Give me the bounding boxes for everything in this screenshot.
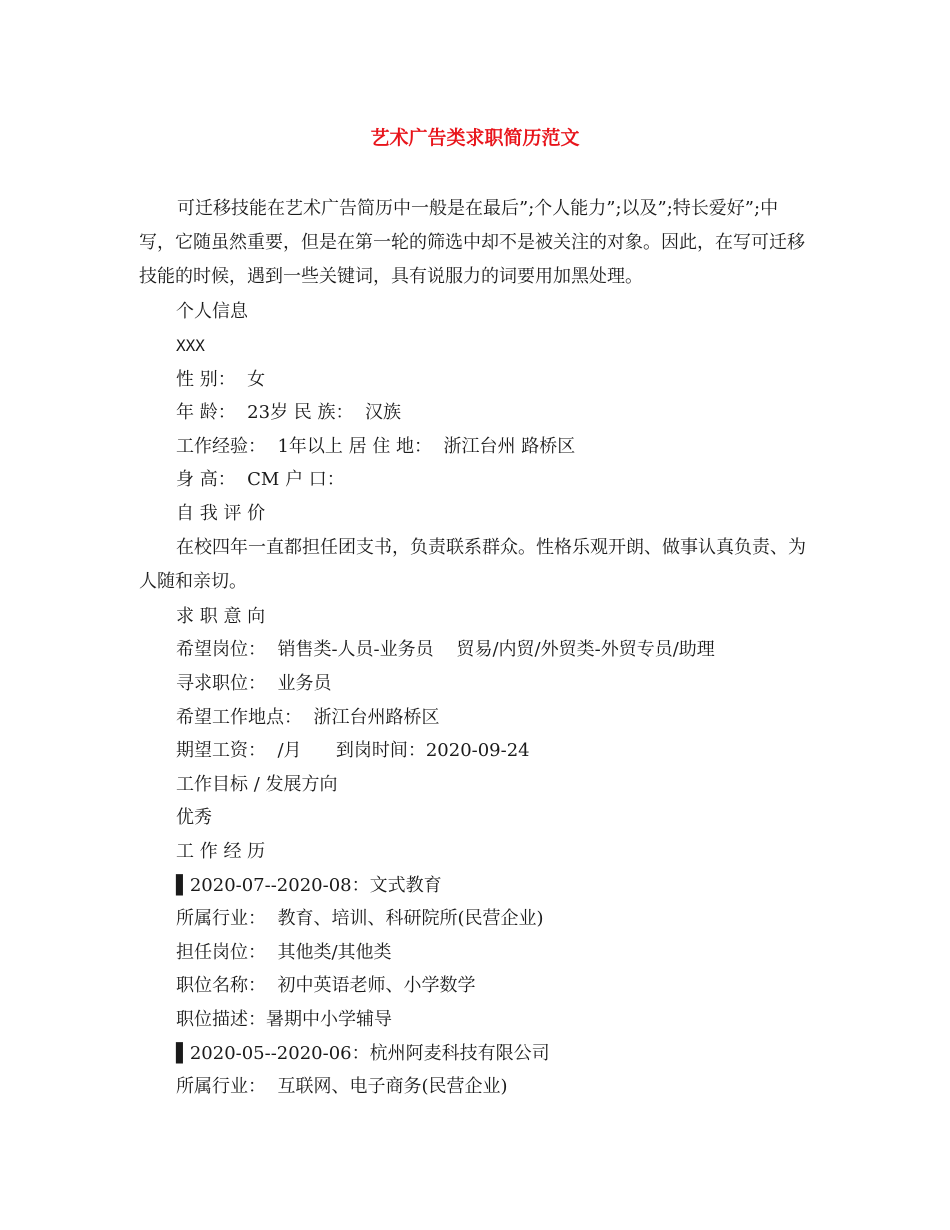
- seeking-position-field: 寻求职位： 业务员: [176, 673, 332, 694]
- desired-location-field: 希望工作地点： 浙江台州路桥区: [176, 707, 440, 728]
- self-eval-heading: 自 我 评 价: [176, 503, 266, 524]
- job1-description: 职位描述：暑期中小学辅导: [176, 1009, 392, 1030]
- goal-text: 优秀: [176, 807, 212, 828]
- job2-industry: 所属行业： 互联网、电子商务(民营企业): [176, 1076, 508, 1097]
- experience-residence-field: 工作经验： 1年以上 居 住 地： 浙江台州 路桥区: [176, 436, 576, 457]
- job1-industry: 所属行业： 教育、培训、科研院所(民营企业): [176, 908, 544, 929]
- desired-positions-field: 希望岗位： 销售类-人员-业务员 贸易/内贸/外贸类-外贸专员/助理: [176, 639, 715, 660]
- gender-field: 性 别： 女: [176, 369, 266, 390]
- height-hukou-field: 身 高： CM 户 口：: [176, 469, 345, 490]
- goal-heading: 工作目标 / 发展方向: [176, 774, 338, 795]
- age-ethnicity-field: 年 龄： 23岁 民 族： 汉族: [176, 402, 401, 423]
- document-title: 艺术广告类求职简历范文: [370, 127, 580, 149]
- personal-info-heading: 个人信息: [176, 301, 248, 322]
- job1-post: 担任岗位： 其他类/其他类: [176, 942, 392, 963]
- intention-heading: 求 职 意 向: [176, 606, 266, 627]
- job1-header: ▌2020-07--2020-08：文式教育: [176, 875, 442, 896]
- salary-start-field: 期望工资： /月 到岗时间：2020-09-24: [176, 740, 530, 761]
- name-field: XXX: [176, 336, 205, 355]
- intro-paragraph: 可迁移技能在艺术广告简历中一般是在最后”;个人能力”;以及”;特长爱好”;中写，它随虽然重要，但是在第一轮的筛选中却不是被关注的对象。因此，在写可迁移技能的时候，遇到一些关键词，具有说服力的词要用加黑处理。: [139, 198, 805, 287]
- self-eval-text: 在校四年一直都担任团支书，负责联系群众。性格乐观开朗、做事认真负责、为人随和亲切。: [139, 537, 806, 592]
- work-history-heading: 工 作 经 历: [176, 841, 266, 862]
- job1-title: 职位名称： 初中英语老师、小学数学: [176, 975, 476, 996]
- job2-header: ▌2020-05--2020-06：杭州阿麦科技有限公司: [176, 1043, 550, 1064]
